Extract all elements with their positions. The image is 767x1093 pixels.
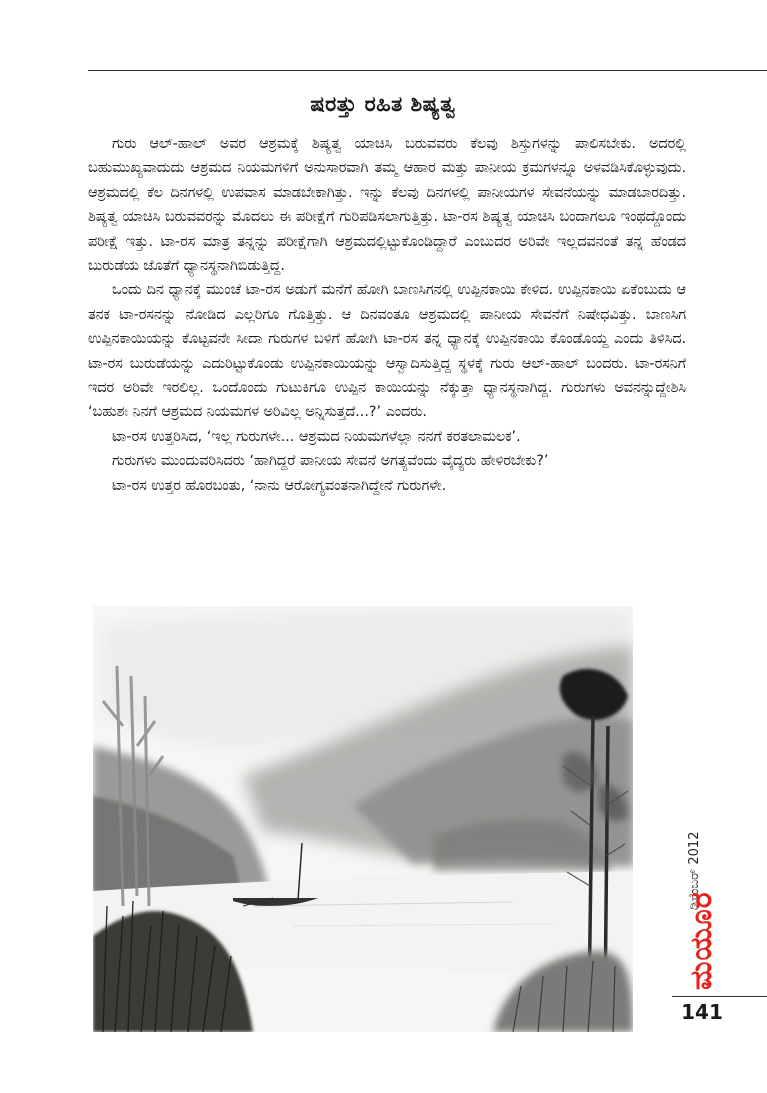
issue-date: ಡಿಸೆಂಬರ್ 2012 [687, 831, 702, 910]
magazine-logo: ಮಯೂರ [684, 891, 719, 990]
paragraph-4: ಗುರುಗಳು ಮುಂದುವರಿಸಿದರು ‘ಹಾಗಿದ್ದರೆ ಪಾನೀಯ ಸೇವನೆ ಅಗತ್ಯವೆಂದು ವೈದ್ಯರು ಹೇಳಿರಬೇಕು?’ [112, 453, 549, 470]
article-title: ಷರತ್ತು ರಹಿತ ಶಿಷ್ಯತ್ವ [310, 92, 456, 116]
paragraph-2: ಒಂದು ದಿನ ಧ್ಯಾನಕ್ಕೆ ಮುಂಚೆ ಟಾ-ರಸ ಅಡುಗೆ ಮನೆಗೆ ಹೋಗಿ ಬಾಣಸಿಗನಲ್ಲಿ ಉಪ್ಪಿನಕಾಯಿ ಕೇಳಿದ. ಉಪ್ಪಿನಕಾಯಿ ಏಕೆಂಬುದು ಆ ತನಕ ಟಾ-ರಸನನ್ನು ನೋಡಿದ ಎಲ್ಲರಿಗೂ ಗೊತ್ತಿತ್ತು. ಆ ದಿನವಂತೂ ಆಶ್ರಮದಲ್ಲಿ ಪಾನೀಯ ಸೇವನೆಗೆ ನಿಷೇಧವಿತ್ತು. ಬಾಣಸಿಗ ಉಪ್ಪಿನಕಾಯಿಯನ್ನು ಕೊಟ್ಟವನೇ ಸೀದಾ ಗುರುಗಳ ಬಳಿಗೆ ಹೋಗಿ ಟಾ-ರಸ ತನ್ನ ಧ್ಯಾನಕ್ಕೆ ಉಪ್ಪಿನಕಾಯಿ ಕೊಂಡೊಯ್ದ ಎಂದು ತಿಳಿಸಿದ. ಟಾ-ರಸ ಬುರುಡೆಯನ್ನು ಎದುರಿಟ್ಟುಕೊಂಡು ಉಪ್ಪಿನಕಾಯಿಯನ್ನು ಆಸ್ವಾದಿಸುತ್ತಿದ್ದ ಸ್ಥಳಕ್ಕೆ ಗುರು ಆಲ್-ಹಾಲ್ ಬಂದರು. ಟಾ-ರಸನಿಗೆ ಇದರ ಅರಿವೇ ಇರಲಿಲ್ಲ. ಒಂದೊಂದು ಗುಟುಕಿಗೂ ಉಪ್ಪಿನ ಕಾಯಿಯನ್ನು ನೆಕ್ಕುತ್ತಾ ಧ್ಯಾನಸ್ಥನಾಗಿದ್ದ. ಗುರುಗಳು ಅವನನ್ನುದ್ದೇಶಿಸಿ ‘ಬಹುಶಃ ನಿನಗೆ ಆಶ್ರಮದ ನಿಯಮಗಳ ಅರಿವಿಲ್ಲ ಅನ್ನಿಸುತ್ತದೆ...?’ ಎಂದರು. [88, 282, 686, 421]
top-rule [88, 70, 767, 71]
page-number: 141 [681, 1000, 723, 1024]
paragraph-5: ಟಾ-ರಸ ಉತ್ತರ ಹೊರಬಂತು, ‘ನಾನು ಆರೋಗ್ಯವಂತನಾಗಿದ್ದೇನೆ ಗುರುಗಳೇ. [112, 477, 447, 494]
bottom-rule [672, 996, 767, 997]
magazine-sidebar [672, 800, 719, 990]
paragraph-3: ಟಾ-ರಸ ಉತ್ತರಿಸಿದ, ‘ಇಲ್ಲ ಗುರುಗಳೇ... ಆಶ್ರಮದ ನಿಯಮಗಳೆಲ್ಲಾ ನನಗೆ ಕರತಲಾಮಲಕ’. [112, 428, 521, 445]
ink-wash-lake-illustration [93, 606, 633, 1032]
paragraph-1: ಗುರು ಆಲ್-ಹಾಲ್ ಅವರ ಆಶ್ರಮಕ್ಕೆ ಶಿಷ್ಯತ್ವ ಯಾಚಿಸಿ ಬರುವವರು ಕೆಲವು ಶಿಸ್ತುಗಳನ್ನು ಪಾಲಿಸಬೇಕು. ಅದರಲ್ಲಿ ಬಹುಮುಖ್ಯವಾದುದು ಆಶ್ರಮದ ನಿಯಮಗಳಿಗೆ ಅನುಸಾರವಾಗಿ ತಮ್ಮ ಆಹಾರ ಮತ್ತು ಪಾನೀಯ ಕ್ರಮಗಳನ್ನೂ ಅಳವಡಿಸಿಕೊಳ್ಳುವುದು. ಆಶ್ರಮದಲ್ಲಿ ಕೆಲ ದಿನಗಳಲ್ಲಿ ಉಪವಾಸ ಮಾಡಬೇಕಾಗಿತ್ತು. ಇನ್ನು ಕೆಲವು ದಿನಗಳಲ್ಲಿ ಪಾನೀಯಗಳ ಸೇವನೆಯನ್ನು ಮಾಡಬಾರದಿತ್ತು. ಶಿಷ್ಯತ್ವ ಯಾಚಿಸಿ ಬರುವವರನ್ನು ಮೊದಲು ಈ ಪರೀಕ್ಷೆಗೆ ಗುರಿಪಡಿಸಲಾಗುತ್ತಿತ್ತು. ಟಾ-ರಸ ಶಿಷ್ಯತ್ವ ಯಾಚಿಸಿ ಬಂದಾಗಲೂ ಇಂಥದ್ದೊಂದು ಪರೀಕ್ಷೆ ಇತ್ತು. ಟಾ-ರಸ ಮಾತ್ರ ತನ್ನನ್ನು ಪರೀಕ್ಷೆಗಾಗಿ ಆಶ್ರಮದಲ್ಲಿಟ್ಟುಕೊಂಡಿದ್ದಾರೆ ಎಂಬುದರ ಅರಿವೇ ಇಲ್ಲದವನಂತೆ ತನ್ನ ಹೆಂಡದ ಬುರುಡೆಯ ಜೊತೆಗೆ ಧ್ಯಾನಸ್ಥನಾಗಿಬಿಡುತ್ತಿದ್ದ. [88, 136, 686, 275]
article-body [88, 132, 686, 498]
